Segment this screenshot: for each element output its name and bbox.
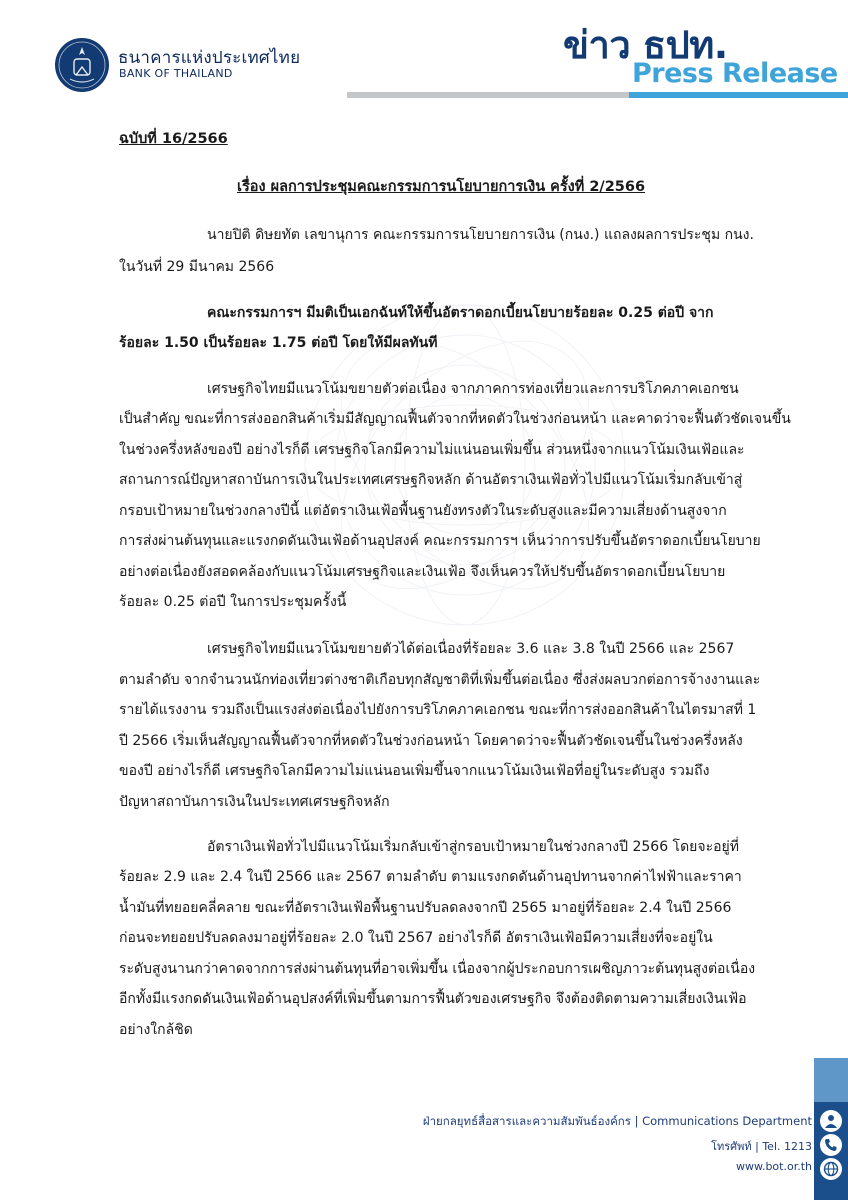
text-line: อัตราเงินเฟ้อทั่วไปมีแนวโน้มเริ่มกลับเข้าสู่กรอบเป้าหมายในช่วงกลางปี 2566 โดยจะอยู่ที่ (207, 839, 739, 855)
text-line: เศรษฐกิจไทยมีแนวโน้มขยายตัวต่อเนื่อง จากภาคการท่องเที่ยวและการบริโภคภาคเอกชน (207, 381, 739, 397)
text-line: การส่งผ่านต้นทุนและแรงกดดันเงินเฟ้อด้านอุปสงค์ คณะกรรมการฯ เห็นว่าการปรับขึ้นอัตราดอกเบี้ยนโยบาย (119, 533, 761, 549)
text-line: อย่างต่อเนื่องยังสอดคล้องกับแนวโน้มเศรษฐกิจและเงินเฟ้อ จึงเห็นควรให้ปรับขึ้นอัตราดอกเบี้ยนโยบาย (119, 564, 726, 580)
footer-telephone: โทรศัพท์ | Tel. 1213 (711, 1140, 812, 1153)
header-divider-blue (629, 92, 848, 98)
phone-icon (820, 1134, 842, 1156)
footer-department: ฝ่ายกลยุทธ์สื่อสารและความสัมพันธ์องค์กร | Communications Department (422, 1114, 812, 1128)
text-line: ในวันที่ 29 มีนาคม 2566 (119, 259, 275, 275)
text-line: อย่างใกล้ชิด (119, 1022, 193, 1038)
footer-website-link[interactable]: www.bot.or.th (735, 1160, 812, 1173)
text-line: อีกทั้งมีแรงกดดันเงินเฟ้อด้านอุปสงค์ที่เพิ่มขึ้นตามการฟื้นตัวของเศรษฐกิจ จึงต้องติดตามความเสี่ยงเงินเฟ้อ (119, 991, 747, 1007)
text-line: ในช่วงครึ่งหลังของปี อย่างไรก็ดี เศรษฐกิจโลกมีความไม่แน่นอนเพิ่มขึ้น ส่วนหนึ่งจากแนวโน้มเงินเฟ้อและ (119, 442, 745, 458)
text-line: ปัญหาสถาบันการเงินในประเทศเศรษฐกิจหลัก (119, 794, 390, 810)
issue-number: ฉบับที่ 16/2566 (119, 131, 228, 147)
globe-icon (820, 1158, 842, 1180)
text-line: เศรษฐกิจไทยมีแนวโน้มขยายตัวได้ต่อเนื่องที่ร้อยละ 3.6 และ 3.8 ในปี 2566 และ 2567 (207, 641, 735, 657)
text-line: รายได้แรงงาน รวมถึงเป็นแรงส่งต่อเนื่องไปยังการบริโภคภาคเอกชน ขณะที่การส่งออกสินค้าในไตรมาสที่ 1 (119, 702, 757, 718)
press-release-title-thai: ข่าว ธปท. (563, 23, 728, 67)
header-divider-gray (347, 92, 629, 98)
document-subject: เรื่อง ผลการประชุมคณะกรรมการนโยบายการเงิน ครั้งที่ 2/2566 (237, 179, 646, 195)
person-icon (820, 1110, 842, 1132)
text-line: สถานการณ์ปัญหาสถาบันการเงินในประเทศเศรษฐกิจหลัก ด้านอัตราเงินเฟ้อทั่วไปมีแนวโน้มเริ่มกลับเข้าสู่ (119, 472, 743, 488)
text-line: นายปิติ ดิษยทัต เลขานุการ คณะกรรมการนโยบายการเงิน (กนง.) แถลงผลการประชุม กนง. (207, 227, 754, 243)
org-name-english: BANK OF THAILAND (119, 67, 233, 80)
press-release-title-english: Press Release (632, 58, 838, 89)
org-name-thai: ธนาคารแห่งประเทศไทย (118, 48, 301, 68)
text-line: น้ำมันที่ทยอยคลี่คลาย ขณะที่อัตราเงินเฟ้อพื้นฐานปรับลดลงจากปี 2565 มาอยู่ที่ร้อยละ 2.4 ในปี 2566 (119, 900, 732, 916)
text-line: ก่อนจะทยอยปรับลดลงมาอยู่ที่ร้อยละ 2.0 ในปี 2567 อย่างไรก็ดี อัตราเงินเฟ้อมีความเสี่ยงที่จะอยู่ใน (119, 930, 713, 946)
text-line: เป็นสำคัญ ขณะที่การส่งออกสินค้าเริ่มมีสัญญาณฟื้นตัวจากที่หดตัวในช่วงก่อนหน้า และคาดว่าจะฟื้นตัวชัดเจนขึ้น (119, 411, 791, 427)
text-line: ร้อยละ 1.50 เป็นร้อยละ 1.75 ต่อปี โดยให้มีผลทันที (119, 335, 438, 351)
text-line: ปี 2566 เริ่มเห็นสัญญาณฟื้นตัวจากที่หดตัวในช่วงก่อนหน้า โดยคาดว่าจะฟื้นตัวชัดเจนขึ้นในช่วงครึ่งหลัง (119, 733, 743, 749)
text-line: ร้อยละ 2.9 และ 2.4 ในปี 2566 และ 2567 ตามลำดับ ตามแรงกดดันด้านอุปทานจากค่าไฟฟ้าและราคา (119, 869, 742, 885)
text-line: ร้อยละ 0.25 ต่อปี ในการประชุมครั้งนี้ (119, 594, 347, 610)
text-line: ตามลำดับ จากจำนวนนักท่องเที่ยวต่างชาติเกือบทุกสัญชาติที่เพิ่มขึ้นต่อเนื่อง ซึ่งส่งผลบวกต่อการจ้างงานและ (119, 672, 761, 688)
footer-panel-accent (814, 1058, 848, 1102)
text-line: ของปี อย่างไรก็ดี เศรษฐกิจโลกมีความไม่แน่นอนเพิ่มขึ้นจากแนวโน้มเงินเฟ้อที่อยู่ในระดับสูง รวมถึง (119, 763, 710, 779)
text-line: คณะกรรมการฯ มีมติเป็นเอกฉันท์ให้ขึ้นอัตราดอกเบี้ยนโยบายร้อยละ 0.25 ต่อปี จาก (207, 305, 714, 321)
text-line: ระดับสูงนานกว่าคาดจากการส่งผ่านต้นทุนที่อาจเพิ่มขึ้น เนื่องจากผู้ประกอบการเผชิญภาวะต้นทุนสูงต่อเนื่อง (119, 961, 756, 977)
bank-of-thailand-logo-icon (54, 37, 110, 93)
text-line: กรอบเป้าหมายในช่วงกลางปีนี้ แต่อัตราเงินเฟ้อพื้นฐานยังทรงตัวในระดับสูงและมีความเสี่ยงด้านสูงจาก (119, 503, 727, 519)
